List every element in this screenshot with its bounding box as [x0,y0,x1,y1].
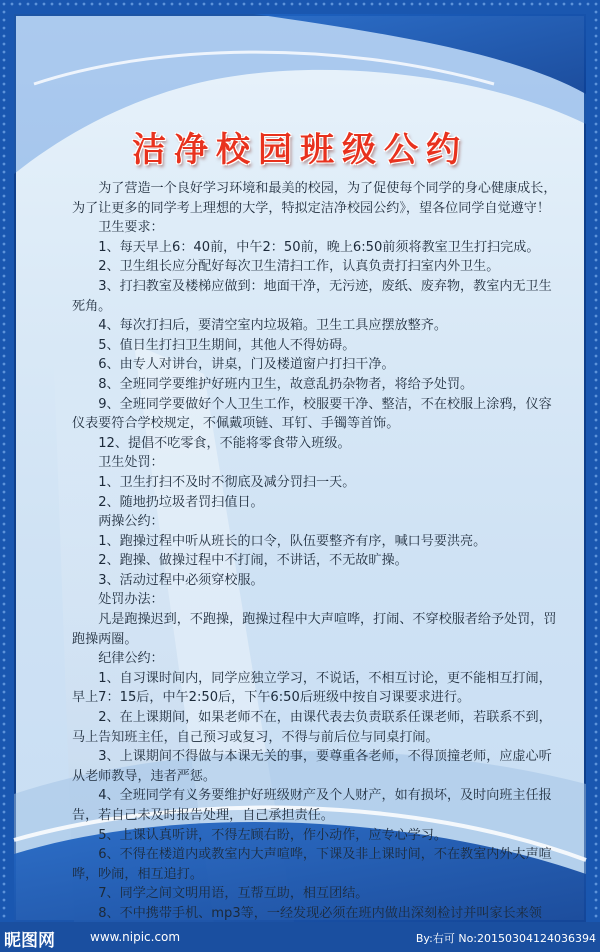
section-heading-hygiene: 卫生要求： [98,220,164,236]
list-item: 2、卫生组长应分配好每次卫生清扫工作，认真负责打扫室内外卫生。 [98,259,500,275]
list-item: 1、卫生打扫不及时不彻底及减分罚扫一天。 [98,474,356,490]
section-heading-exercise: 两操公约： [98,514,164,530]
list-item: 3、上课期间不得做与本课无关的事，要尊重各老师，不得顶撞老师，应虚心听从老师教导，违者严惩。 [72,749,552,784]
list-item: 4、全班同学有义务要维护好班级财产及个人财产，如有损坏，及时向班主任报告，若自己未及时报告处理，自己承担责任。 [72,788,552,823]
list-item: 2、在上课期间，如果老师不在，由课代表去负责联系任课老师，若联系不到，马上告知班主任，自己预习或复习，不得与前后位与同桌打闹。 [72,710,552,745]
intro-paragraph: 为了营造一个良好学习环境和最美的校园，为了促使每个同学的身心健康成长，为了让更多的同学考上理想的大学，特拟定洁净校园公约》，望各位同学自觉遵守！ [72,181,557,216]
list-item: 8、全班同学要维护好班内卫生，故意乱扔杂物者，将给予处罚。 [98,376,474,392]
penalty-paragraph: 凡是跑操迟到，不跑操，跑操过程中大声喧哗，打闹、不穿校服者给予处罚，罚跑操两圈。 [72,612,557,647]
list-item: 9、全班同学要做好个人卫生工作，校服要干净、整洁，不在校服上涂鸦，仪容仪表要符合学校规定，不佩戴项链、耳钉、手镯等首饰。 [72,396,552,432]
list-item: 7、同学之间文明用语，互帮互助，相互团结。 [98,886,369,902]
content-panel [14,14,586,922]
list-item: 4、每次打扫后，要清空室内垃圾箱。卫生工具应摆放整齐。 [98,318,447,334]
bylaws-body [72,179,562,943]
watermark-id: By:右可 No:20150304124036394 [415,932,596,945]
list-item: 6、由专人对讲台，讲桌，门及楼道窗户打扫干净。 [98,357,395,373]
list-item: 1、自习课时间内，同学应独立学习，不说话，不相互讨论，更不能相互打闹，早上7：15后，中午2:50后，下午6:50后班级中按自习课要求进行。 [72,670,552,706]
list-item: 3、活动过程中必须穿校服。 [98,572,264,588]
section-heading-hygiene-penalty: 卫生处罚： [98,455,164,471]
watermark-url: www.nipic.com [90,930,181,944]
list-item: 8、不中携带手机、mp3等，一经发现必须在班内做出深刻检讨并叫家长来领 [98,905,542,921]
list-item: 5、上课认真听讲，不得左顾右盼，作小动作，应专心学习。 [98,827,447,843]
section-heading-exercise-penalty: 处罚办法： [98,592,164,608]
list-item: 1、每天早上6：40前，中午2：50前，晚上6:50前须将教室卫生打扫完成。 [98,239,540,255]
list-item: 2、跑操、做操过程中不打闹，不讲话，不无故旷操。 [98,553,408,569]
list-item: 5、值日生打扫卫生期间，其他人不得妨碍。 [98,337,356,353]
section-heading-discipline: 纪律公约： [98,651,164,667]
watermark-logo: 昵图网 [4,931,55,951]
list-item: 1、跑操过程中听从班长的口令，队伍要整齐有序，喊口号要洪亮。 [98,533,487,549]
list-item: 3、打扫教室及楼梯应做到：地面干净，无污迹，废纸、废弃物，教室内无卫生死角。 [72,278,552,314]
page-title: 洁净校园班级公约 [132,130,468,170]
list-item: 6、不得在楼道内或教室内大声喧哗，下课及非上课时间，不在教室内外大声喧哗，吵闹，相互追打。 [72,847,552,882]
list-item: 12、提倡不吃零食，不能将零食带入班级。 [98,435,351,451]
list-item: 2、随地扔垃圾者罚扫值日。 [98,494,264,510]
